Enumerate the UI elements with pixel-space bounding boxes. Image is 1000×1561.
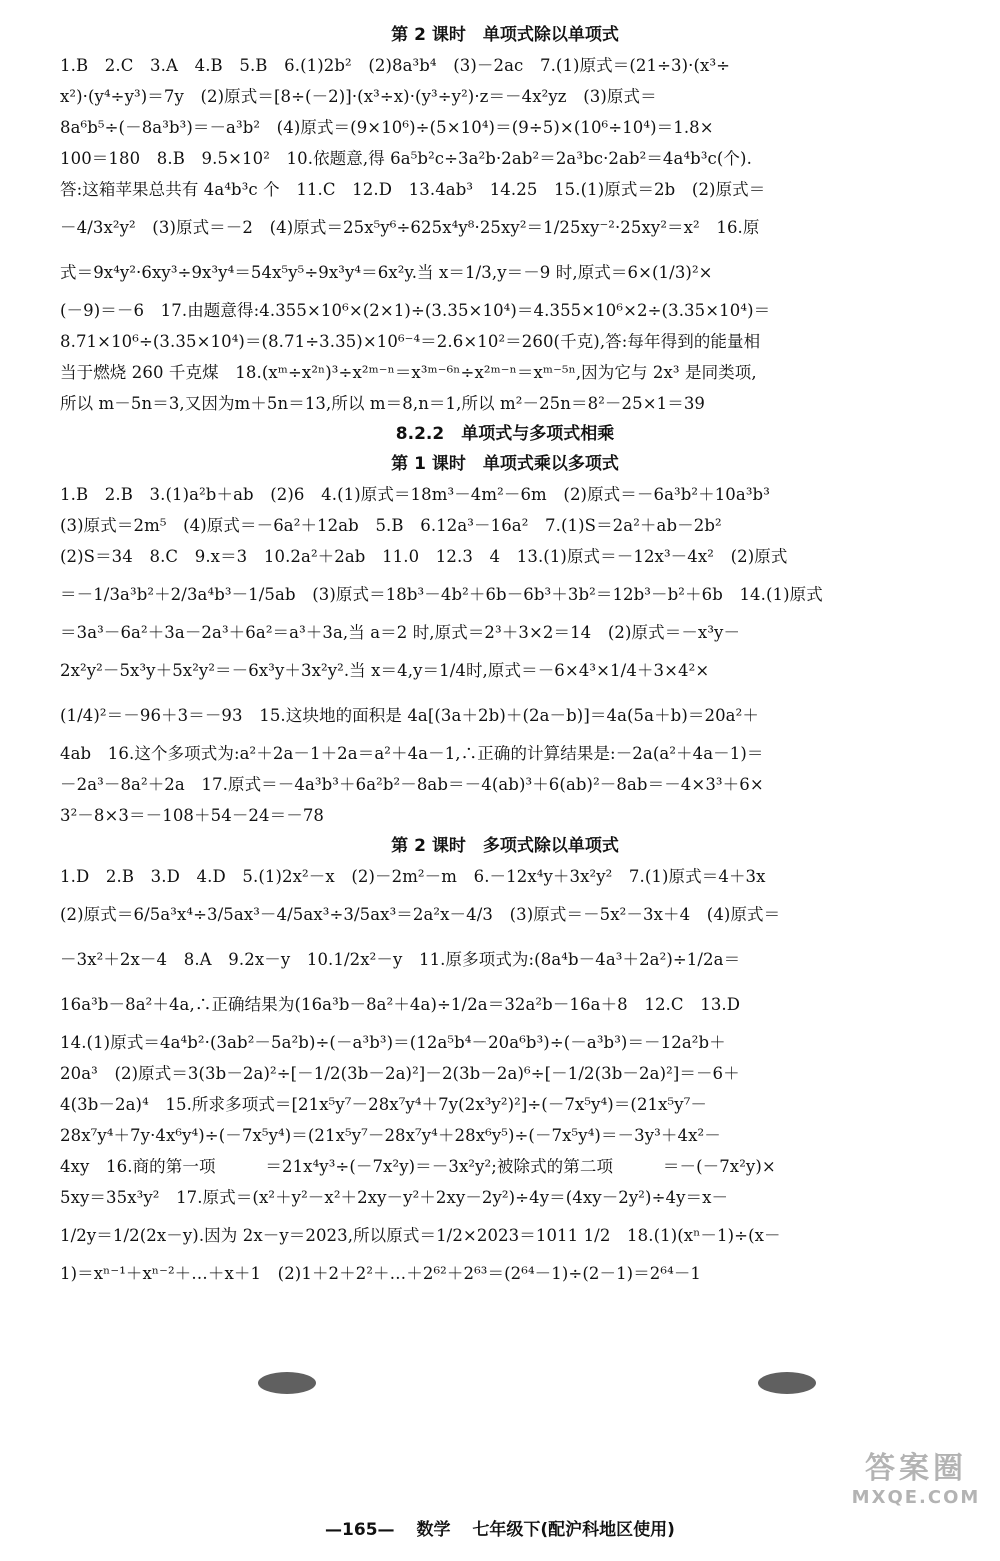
watermark-url: MXQE.COM — [851, 1487, 981, 1508]
answer-line: 1.B 2.B 3.(1)a²b＋ab (2)6 4.(1)原式＝18m³－4m²－6m (2)原式＝－6a³b²＋10a³b³ — [60, 485, 770, 504]
answer-line: 1.B 2.C 3.A 4.B 5.B 6.(1)2b² (2)8a³b⁴ (3)－2ac 7.(1)原式＝(21÷3)·(x³÷ — [60, 56, 731, 75]
answer-line: 3²－8×3＝－108＋54－24＝－78 — [60, 806, 325, 825]
section1-body — [60, 50, 950, 419]
answer-line: －2a³－8a²＋2a 17.原式＝－4a³b³＋6a²b²－8ab＝－4(ab)³＋6(ab)²－8ab＝－4×3³＋6× — [60, 775, 764, 794]
section-heading-lesson2-polynomial-division: 第 2 课时 多项式除以单项式 — [391, 836, 619, 856]
answer-line: (－9)＝－6 17.由题意得:4.355×10⁶×(2×1)÷(3.35×10⁴)＝4.355×10⁶×2÷(3.35×10⁴)＝ — [60, 301, 771, 320]
watermark-text: 答案圈 — [865, 1451, 967, 1486]
answer-line: －3x²＋2x－4 8.A 9.2x－y 10.1/2x²－y 11.原多项式为:(8a⁴b－4a³＋2a²)÷1/2a＝ — [60, 950, 741, 969]
answer-line: 100＝180 8.B 9.5×10² 10.依题意,得 6a⁵b²c÷3a²b·2ab²＝2a³bc·2ab²＝4a⁴b³c(个). — [60, 149, 752, 168]
section-title-8-2-2: 8.2.2 单项式与多项式相乘 — [395, 424, 615, 444]
answer-line: ＝－1/3a³b²＋2/3a⁴b³－1/5ab (3)原式＝18b³－4b²＋6b－6b³＋3b²＝12b³－b²＋6b 14.(1)原式 — [60, 585, 823, 604]
answer-line: 4(3b－2a)⁴ 15.所求多项式＝[21x⁵y⁷－28x⁷y⁴＋7y(2x³y²)²]÷(－7x⁵y⁴)＝(21x⁵y⁷－ — [60, 1095, 708, 1114]
answer-page — [60, 20, 950, 1289]
answer-line: 8a⁶b⁵÷(－8a³b³)＝－a³b² (4)原式＝(9×10⁶)÷(5×10⁴)＝(9÷5)×(10⁶÷10⁴)＝1.8× — [60, 118, 714, 137]
ink-smudge — [758, 1372, 816, 1394]
answer-line: 28x⁷y⁴＋7y·4x⁶y⁴)÷(－7x⁵y⁴)＝(21x⁵y⁷－28x⁷y⁴＋28x⁶y⁵)÷(－7x⁵y⁴)＝－3y³＋4x²－ — [60, 1126, 721, 1145]
footer-subject: 数学 — [416, 1520, 451, 1540]
answer-line: 1.D 2.B 3.D 4.D 5.(1)2x²－x (2)－2m²－m 6.－12x⁴y＋3x²y² 7.(1)原式＝4＋3x — [60, 867, 766, 886]
answer-line: 4ab 16.这个多项式为:a²＋2a－1＋2a＝a²＋4a－1,∴正确的计算结果是:－2a(a²＋4a－1)＝ — [60, 744, 764, 763]
answer-line: 1/2y＝1/2(2x－y).因为 2x－y＝2023,所以原式＝1/2×2023＝1011 1/2 18.(1)(xⁿ－1)÷(x－ — [60, 1226, 781, 1245]
answer-line: 式＝9x⁴y²·6xy³÷9x³y⁴＝54x⁵y⁵÷9x³y⁴＝6x²y.当 x＝1/3,y＝－9 时,原式＝6×(1/3)²× — [60, 263, 713, 282]
page-number: —165— — [325, 1520, 395, 1540]
answer-line: 20a³ (2)原式＝3(3b－2a)²÷[－1/2(3b－2a)²]－2(3b－2a)⁶÷[－1/2(3b－2a)²]＝－6＋ — [60, 1064, 740, 1083]
answer-line: 所以 m－5n＝3,又因为m＋5n＝13,所以 m＝8,n＝1,所以 m²－25n＝8²－25×1＝39 — [60, 394, 706, 413]
answer-line: ＝3a³－6a²＋3a－2a³＋6a²＝a³＋3a,当 a＝2 时,原式＝2³＋3×2＝14 (2)原式＝－x³y－ — [60, 623, 741, 642]
section-heading-lesson1-monomial-times-polynomial: 第 1 课时 单项式乘以多项式 — [391, 454, 619, 474]
answer-line: 当于燃烧 260 千克煤 18.(xᵐ÷x²ⁿ)³÷x²ᵐ⁻ⁿ＝x³ᵐ⁻⁶ⁿ÷x²ᵐ⁻ⁿ＝xᵐ⁻⁵ⁿ,因为它与 2x³ 是同类项, — [60, 363, 757, 382]
answer-line: 16a³b－8a²＋4a,∴正确结果为(16a³b－8a²＋4a)÷1/2a＝32a²b－16a＋8 12.C 13.D — [60, 995, 741, 1014]
answer-line: －4/3x²y² (3)原式＝－2 (4)原式＝25x⁵y⁶÷625x⁴y⁸·25xy²＝1/25xy⁻²·25xy²＝x² 16.原 — [60, 218, 760, 237]
answer-line: (1/4)²＝－96＋3＝－93 15.这块地的面积是 4a[(3a＋2b)＋(2a－b)]＝4a(5a＋b)＝20a²＋ — [60, 706, 759, 725]
section3-body — [60, 861, 950, 1289]
watermark-logo — [846, 1451, 986, 1521]
answer-line: 5xy＝35x³y² 17.原式＝(x²＋y²－x²＋2xy－y²＋2xy－2y²)÷4y＝(4xy－2y²)÷4y＝x－ — [60, 1188, 729, 1207]
answer-line: (3)原式＝2m⁵ (4)原式＝－6a²＋12ab 5.B 6.12a³－16a² 7.(1)S＝2a²＋ab－2b² — [60, 516, 722, 535]
ink-smudge — [258, 1372, 316, 1394]
answer-line: 2x²y²－5x³y＋5x²y²＝－6x³y＋3x²y².当 x＝4,y＝1/4时,原式＝－6×4³×1/4＋3×4²× — [60, 661, 710, 680]
section-heading-lesson2-monomial-division: 第 2 课时 单项式除以单项式 — [391, 25, 619, 45]
answer-line: 4xy 16.商的第一项 ＝21x⁴y³÷(－7x²y)＝－3x²y²;被除式的第二项 ＝－(－7x²y)× — [60, 1157, 776, 1176]
section2-body — [60, 479, 950, 831]
answer-line: 答:这箱苹果总共有 4a⁴b³c 个 11.C 12.D 13.4ab³ 14.25 15.(1)原式＝2b (2)原式＝ — [60, 180, 766, 199]
answer-line: (2)原式＝6/5a³x⁴÷3/5ax³－4/5ax³÷3/5ax³＝2a²x－4/3 (3)原式＝－5x²－3x＋4 (4)原式＝ — [60, 905, 781, 924]
footer-grade: 七年级下(配沪科地区使用) — [472, 1520, 675, 1540]
answer-line: (2)S＝34 8.C 9.x＝3 10.2a²＋2ab 11.0 12.3 4 13.(1)原式＝－12x³－4x² (2)原式 — [60, 547, 788, 566]
answer-line: 8.71×10⁶÷(3.35×10⁴)＝(8.71÷3.35)×10⁶⁻⁴＝2.6×10²＝260(千克),答:每年得到的能量相 — [60, 332, 761, 351]
answer-line: 14.(1)原式＝4a⁴b²·(3ab²－5a²b)÷(－a³b³)＝(12a⁵b⁴－20a⁶b³)÷(－a³b³)＝－12a²b＋ — [60, 1033, 726, 1052]
answer-line: 1)＝xⁿ⁻¹＋xⁿ⁻²＋…＋x＋1 (2)1＋2＋2²＋…＋2⁶²＋2⁶³＝(2⁶⁴－1)÷(2－1)＝2⁶⁴－1 — [60, 1264, 702, 1283]
answer-line: x²)·(y⁴÷y³)＝7y (2)原式＝[8÷(－2)]·(x³÷x)·(y³÷y²)·z＝－4x²yz (3)原式＝ — [60, 87, 657, 106]
page-footer — [0, 1515, 1000, 1540]
